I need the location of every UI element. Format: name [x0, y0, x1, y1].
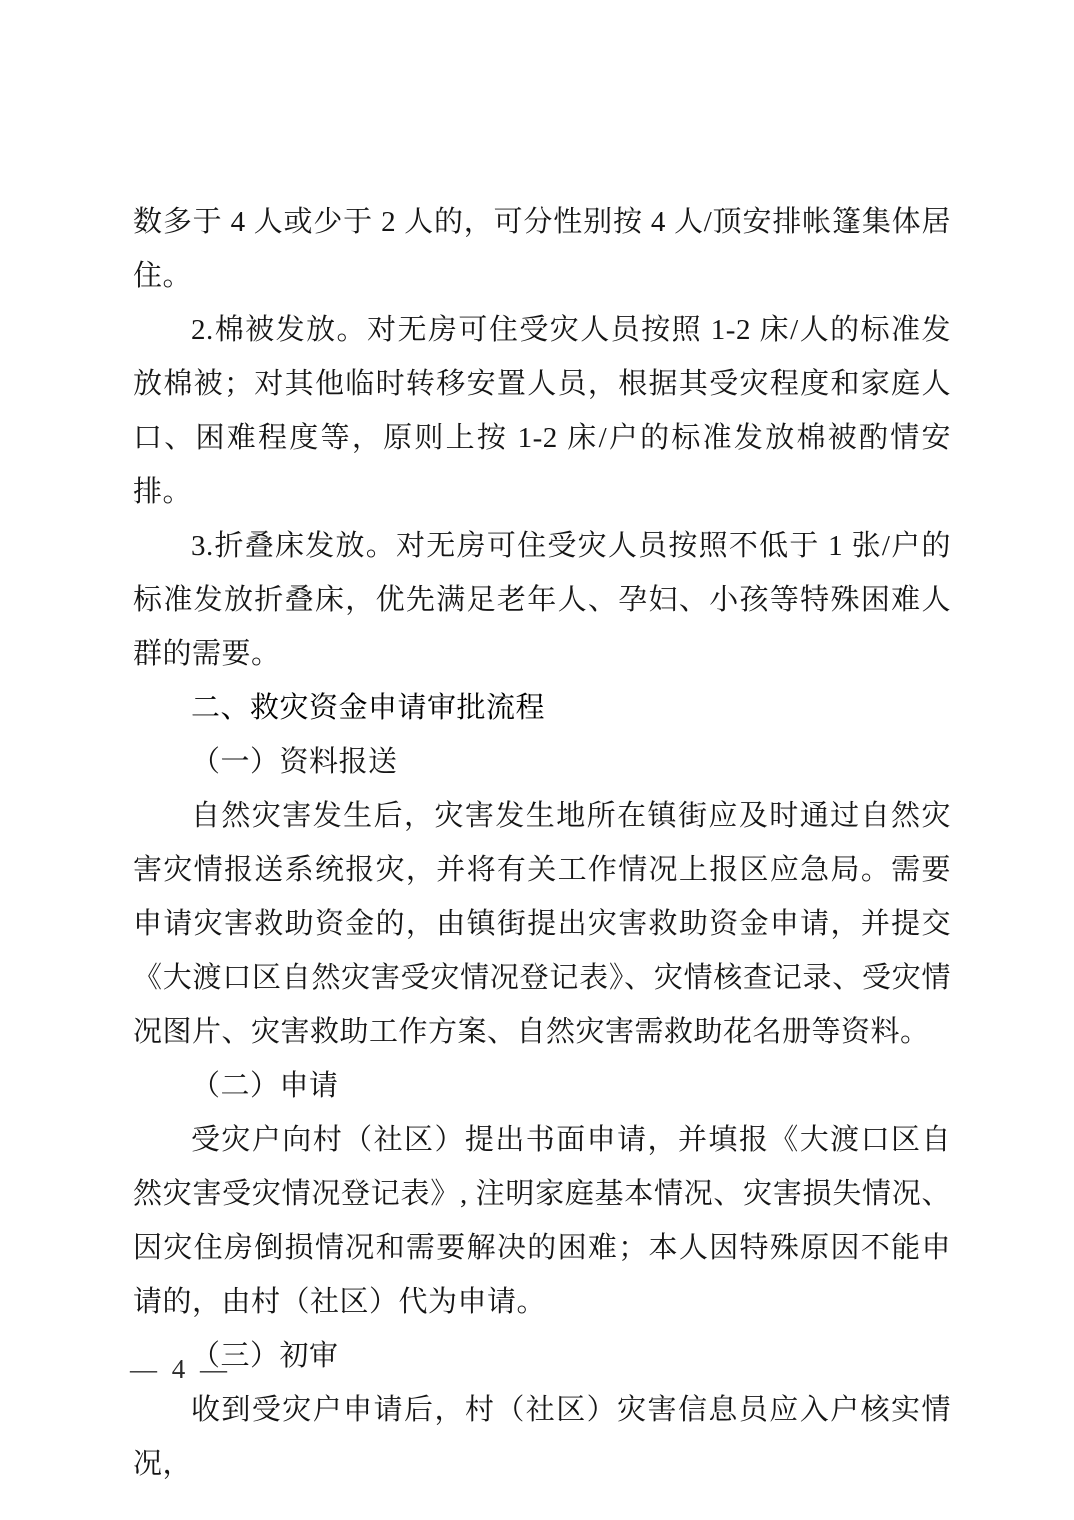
subsection-heading-application: （二）申请: [191, 1070, 339, 1102]
paragraph-application: 受灾户向村（社区）提出书面申请，并填报《大渡口区自然灾害受灾情况登记表》, 注明家庭基本情况、灾害损失情况、因灾住房倒损情况和需要解决的困难；本人因特殊原因不能申请的，由村（社区）代为申请。: [133, 1124, 951, 1318]
document-body: [133, 195, 951, 1491]
paragraph-material-submission: 自然灾害发生后，灾害发生地所在镇街应及时通过自然灾害灾情报送系统报灾，并将有关工作情况上报区应急局。需要申请灾害救助资金的，由镇街提出灾害救助资金申请，并提交《大渡口区自然灾害受灾情况登记表》、灾情核查记录、受灾情况图片、灾害救助工作方案、自然灾害需救助花名册等资料。: [133, 800, 951, 1048]
paragraph-quilt-distribution: 2.棉被发放。对无房可住受灾人员按照 1-2 床/人的标准发放棉被；对其他临时转移安置人员，根据其受灾程度和家庭人口、困难程度等，原则上按 1-2 床/户的标准发放棉被酌情安排。: [133, 314, 951, 508]
paragraph-folding-bed-distribution: 3.折叠床发放。对无房可住受灾人员按照不低于 1 张/户的标准发放折叠床，优先满足老年人、孕妇、小孩等特殊困难人群的需要。: [133, 530, 951, 670]
subsection-heading-preliminary-review: （三）初审: [191, 1340, 339, 1372]
section-heading-funds-approval-process: 二、救灾资金申请审批流程: [191, 692, 546, 724]
page-number: — 4 —: [130, 1354, 231, 1384]
paragraph-tent-continued: 数多于 4 人或少于 2 人的，可分性别按 4 人/顶安排帐篷集体居住。: [133, 206, 951, 292]
subsection-heading-material-submission: （一）资料报送: [191, 746, 398, 778]
paragraph-preliminary-review: 收到受灾户申请后，村（社区）灾害信息员应入户核实情况，: [133, 1394, 951, 1480]
